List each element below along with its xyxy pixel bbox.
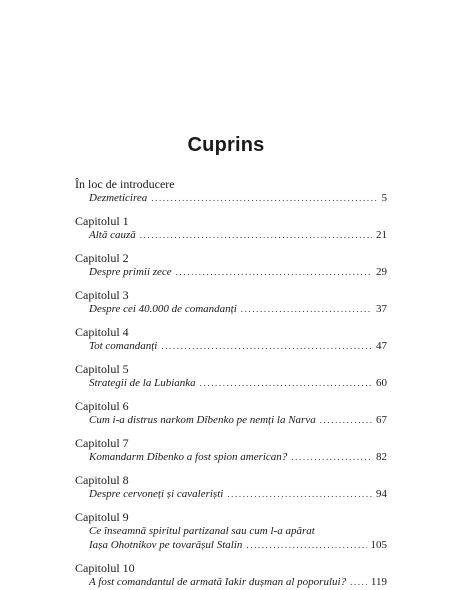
dot-leader (161, 339, 372, 353)
dot-leader (176, 265, 372, 279)
page-number: 119 (370, 576, 387, 588)
toc-entry-chapter-4 (75, 325, 387, 354)
page-number: 37 (376, 303, 387, 315)
page-number: 94 (376, 488, 387, 500)
chapter-heading: Capitolul 9 (75, 510, 129, 524)
toc-entry-chapter-1 (75, 214, 387, 243)
entry-title: Cum i-a distrus narkom Dîbenko pe nemți la Narva (89, 414, 316, 426)
entry-title: Tot comandanți (89, 340, 158, 352)
toc-line (75, 376, 387, 391)
page-number: 21 (376, 229, 387, 241)
entry-title: Altă cauză (89, 229, 136, 241)
chapter-heading: Capitolul 6 (75, 399, 129, 413)
chapter-heading: Capitolul 1 (75, 214, 129, 228)
chapter-heading: Capitolul 4 (75, 325, 129, 339)
toc-line (75, 228, 387, 243)
entry-title-line: Ce înseamnă spiritul partizanal sau cum l-a apărat (89, 525, 315, 537)
toc-entry-chapter-3 (75, 288, 387, 317)
entry-title: Despre cei 40.000 de comandanți (89, 303, 237, 315)
toc-entry-chapter-2 (75, 251, 387, 280)
dot-leader (200, 376, 372, 390)
page-number: 29 (376, 266, 387, 278)
entry-title: Strategii de la Lubianka (89, 377, 196, 389)
toc-entry-intro (75, 177, 387, 206)
dot-leader (227, 487, 372, 501)
chapter-heading: Capitolul 10 (75, 561, 135, 575)
page-title: Cuprins (187, 134, 265, 156)
page-number: 5 (381, 192, 387, 204)
toc-entry-chapter-10 (75, 561, 387, 590)
entry-title: Despre cervoneți și cavaleriști (89, 488, 224, 500)
page-number: 67 (376, 414, 387, 426)
chapter-heading: În loc de introducere (75, 177, 175, 191)
entry-title: A fost comandantul de armată Iakir dușman al poporului? (89, 576, 347, 588)
toc-entry-chapter-8 (75, 473, 387, 502)
chapter-heading: Capitolul 8 (75, 473, 129, 487)
dot-leader (291, 450, 372, 464)
entry-title: Komandarm Dîbenko a fost spion american? (89, 451, 288, 463)
chapter-heading: Capitolul 3 (75, 288, 129, 302)
toc-line (75, 265, 387, 280)
toc-line (75, 302, 387, 317)
entry-title: Iașa Ohotnikov pe tovarășul Stalin (89, 539, 243, 551)
dot-leader (140, 228, 372, 242)
dot-leader (246, 538, 366, 552)
table-of-contents (75, 177, 387, 590)
page-number: 105 (370, 539, 387, 551)
page-number: 47 (376, 340, 387, 352)
page-number: 60 (376, 377, 387, 389)
toc-line (75, 191, 387, 206)
toc-line (75, 413, 387, 428)
dot-leader (320, 413, 372, 427)
chapter-heading: Capitolul 7 (75, 436, 129, 450)
dot-leader (350, 575, 367, 589)
toc-line (75, 450, 387, 465)
toc-line (75, 339, 387, 354)
toc-line (75, 538, 387, 553)
toc-entry-chapter-5 (75, 362, 387, 391)
dot-leader (241, 302, 372, 316)
dot-leader (151, 191, 377, 205)
toc-line (75, 575, 387, 590)
entry-title: Despre primii zece (89, 266, 172, 278)
toc-entry-chapter-9 (75, 510, 387, 553)
toc-entry-chapter-7 (75, 436, 387, 465)
entry-title: Dezmeticirea (89, 192, 148, 204)
toc-line (75, 487, 387, 502)
chapter-heading: Capitolul 5 (75, 362, 129, 376)
page-number: 82 (376, 451, 387, 463)
chapter-heading: Capitolul 2 (75, 251, 129, 265)
toc-entry-chapter-6 (75, 399, 387, 428)
